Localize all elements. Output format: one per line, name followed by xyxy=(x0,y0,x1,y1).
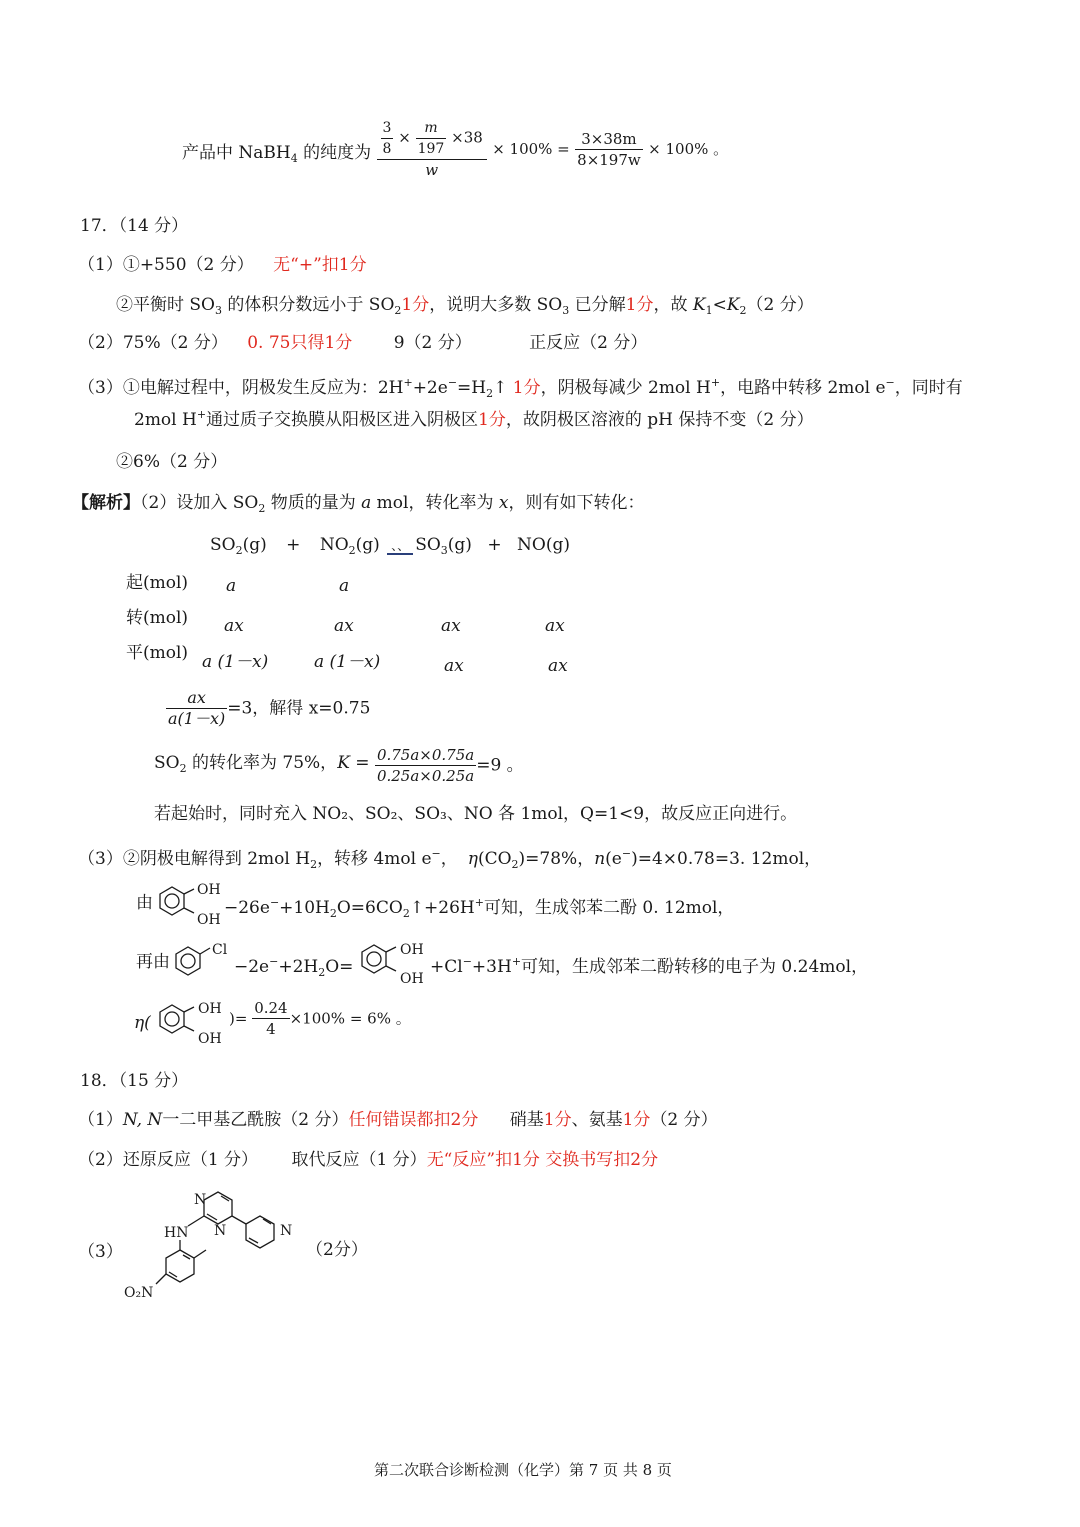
grading-note: 0. 75只得1分 xyxy=(247,333,353,353)
analysis-line1: 【解析】（2）设加入 $SO_2$ 物质的量为 a mol，转化率为 x，则有如下转化： xyxy=(72,493,645,515)
cell: ax xyxy=(441,616,461,636)
svg-text:HN: HN xyxy=(164,1225,189,1241)
row-start-label: 起(mol) xyxy=(126,573,189,593)
solve-line: $\frac{ax}{a(1-x)}$ =3，解得 x=0.75 xyxy=(168,688,371,728)
cell: a (1－x) xyxy=(314,652,381,672)
q18-part3-label: （3） xyxy=(78,1242,123,1262)
svg-text:O₂N: O₂N xyxy=(124,1285,154,1301)
svg-text:N: N xyxy=(214,1223,227,1239)
cell: a xyxy=(226,576,237,596)
reaction2-end: +Cl−+3H+可知，生成邻苯二酚转移的电子为 0.24mol， xyxy=(430,955,869,977)
q17-part1-line: （1）①+550（2 分） 无“+”扣1分 xyxy=(78,255,367,275)
cell: ax xyxy=(545,616,565,636)
q18-part2-line: （2）还原反应（1 分） 取代反应（1 分）无“反应”扣1分 交换书写扣2分 xyxy=(78,1150,659,1170)
chlorophenol-structure xyxy=(172,940,232,985)
svg-text:OH: OH xyxy=(400,971,424,987)
svg-text:N: N xyxy=(280,1223,293,1239)
equilibrium-arrow: 、、 xyxy=(387,539,413,555)
svg-text:N: N xyxy=(194,1192,207,1208)
svg-text:OH: OH xyxy=(198,1031,222,1047)
cell: ax xyxy=(334,616,354,636)
q17-title: 17．（14 分） xyxy=(80,216,189,236)
part3-line1: （3）②阴极电解得到 2mol $H_2$，转移 4mol e−， $\eta(CO_2)=78\%$，n(e−)=4×0.78=3. 12mol， xyxy=(78,847,822,871)
reaction2-equation: $-2e^-+2H_2O=$ xyxy=(234,955,354,979)
q18-part3-score: （2分） xyxy=(306,1240,368,1260)
svg-text:OH: OH xyxy=(197,912,221,928)
q17-part3-line2: 2mol H+通过质子交换膜从阳极区进入阴极区1分，故阴极区溶液的 pH 保持不变（2 分） xyxy=(134,408,814,430)
q17-part2-line: （2）75%（2 分） 0. 75只得1分 9（2 分） 正反应（2 分） xyxy=(78,333,648,353)
reaction1-prefix: 由 xyxy=(136,893,153,913)
cell: ax xyxy=(548,656,568,676)
q17-part3-line3: ②6%（2 分） xyxy=(116,452,228,472)
reaction2-prefix: 再由 xyxy=(136,952,170,972)
equilibrium-equation: $SO_2(g) + NO_2(g)$ 、、 $SO_3(g) + NO(g)$ xyxy=(210,535,570,557)
q18-product-structure xyxy=(118,1188,318,1308)
svg-text:Cl: Cl xyxy=(212,942,228,958)
row-change-label: 转(mol) xyxy=(126,608,189,628)
row-eq-label: 平(mol) xyxy=(126,643,189,663)
q17-part3-line1: （3）①电解过程中，阴极发生反应为：$2H^++2e^-=H_2↑$ 1分，阴极每减少 2mol H+，电路中转移 2mol e−，同时有 xyxy=(78,376,963,400)
page-footer: 第二次联合诊断检测（化学）第 7 页 共 8 页 xyxy=(374,1461,672,1479)
svg-text:OH: OH xyxy=(400,942,424,958)
catechol-structure xyxy=(154,880,224,930)
catechol-structure xyxy=(154,998,226,1048)
purity-formula: 产品中 NaBH$_4$ 的纯度为 $\frac{3}{8}$ × $\frac{m}{197}$ ×38 w × 100% = $\frac{3\times 38m}{8\times 197w}$ × 100% 。 xyxy=(182,120,729,179)
q18-part1-line: （1）N, N一二甲基乙酰胺（2 分）任何错误都扣2分 硝基1分、氨基1分（2 分） xyxy=(78,1110,718,1130)
q17-part1-line2: ②平衡时 $SO_3$ 的体积分数远小于 $SO_21$分，说明大多数 $SO_3$ 已分解1分，故 $K_1<K_2(2$ 分） xyxy=(116,295,814,317)
conversion-line: $SO_2$ 的转化率为 75%，K = $\frac{0.75a\times 0.75a}{0.25a\times 0.25a}$ =9 。 xyxy=(154,746,524,785)
eta-result: )= $\frac{0.24}{4}$ ×100% = 6% 。 xyxy=(229,999,411,1038)
cell: ax xyxy=(444,656,464,676)
cell: a xyxy=(339,576,350,596)
q-line: 若起始时，同时充入 NO₂、SO₂、SO₃、NO 各 1mol，Q=1<9，故反应正向进行。 xyxy=(154,804,798,824)
purity-main-fraction: $\frac{3}{8}$ × $\frac{m}{197}$ ×38 w xyxy=(377,118,487,180)
svg-text:OH: OH xyxy=(197,882,221,898)
svg-text:OH: OH xyxy=(198,1001,222,1017)
q18-title: 18．（15 分） xyxy=(80,1071,189,1091)
cell: ax xyxy=(224,616,244,636)
purity-result-fraction: $\frac{3\times 38m}{8\times 197w}$ xyxy=(577,129,641,169)
formula-prefix: 产品中 NaBH xyxy=(182,143,291,163)
grading-note: 无“+”扣1分 xyxy=(273,255,367,275)
reaction1-equation: $-26e^-+10H_2O=6CO_2↑+26H^+$可知，生成邻苯二酚 0. 12mol， xyxy=(224,896,735,920)
catechol-structure xyxy=(356,938,428,988)
cell: a (1－x) xyxy=(202,652,269,672)
eta-prefix: η( xyxy=(134,1013,151,1033)
